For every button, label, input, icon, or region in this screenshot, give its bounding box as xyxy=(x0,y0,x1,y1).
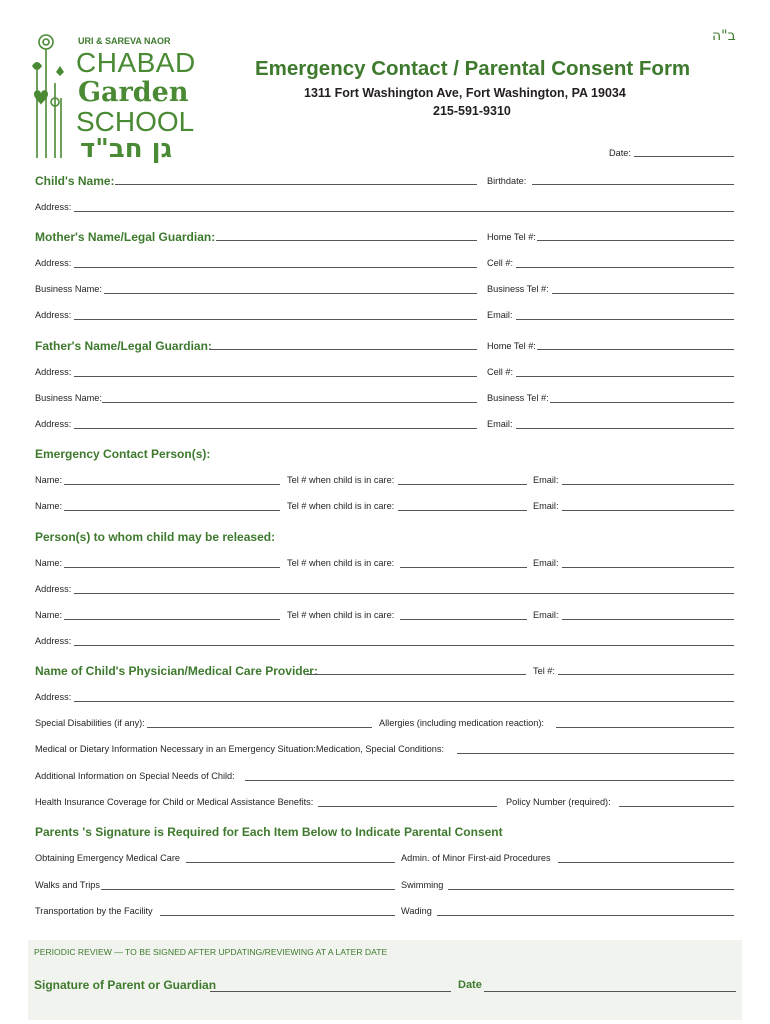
emergency-section-title: Emergency Contact Person(s): xyxy=(35,447,211,461)
emergency-name-field-1[interactable] xyxy=(64,484,280,485)
emergency-name-label-1: Name: xyxy=(35,475,63,485)
father-home-tel-label: Home Tel #: xyxy=(487,341,536,351)
date-label: Date: xyxy=(609,148,631,158)
release-section-title: Person(s) to whom child may be released: xyxy=(35,530,276,544)
release-name-label-1: Name: xyxy=(35,558,63,568)
logo-chabad: CHABAD xyxy=(76,47,196,78)
emergency-name-field-2[interactable] xyxy=(64,510,280,511)
mother-business-name-field[interactable] xyxy=(104,293,477,294)
mother-cell-field[interactable] xyxy=(516,267,734,268)
release-tel-label-2: Tel # when child is in care: xyxy=(287,610,395,620)
physician-tel-label: Tel #: xyxy=(533,666,555,676)
mother-email-field[interactable] xyxy=(516,319,734,320)
logo-garden: Garden xyxy=(78,77,189,108)
periodic-review-note: PERIODIC REVIEW — TO BE SIGNED AFTER UPDATING/REVIEWING AT A LATER DATE xyxy=(34,947,388,957)
wading-signature[interactable] xyxy=(437,915,734,916)
medical-info-label: Medical or Dietary Information Necessary in an Emergency Situation:Medication, Special Conditions: xyxy=(35,744,445,754)
release-address-field-2[interactable] xyxy=(74,645,734,646)
mother-business-name-label: Business Name: xyxy=(35,284,102,294)
medical-care-label: Obtaining Emergency Medical Care xyxy=(35,853,181,863)
school-address: 1311 Fort Washington Ave, Fort Washington, PA 19034 xyxy=(304,86,626,100)
walks-trips-signature[interactable] xyxy=(101,889,395,890)
father-business-name-label: Business Name: xyxy=(35,393,102,403)
emergency-email-field-1[interactable] xyxy=(562,484,734,485)
father-business-tel-field[interactable] xyxy=(550,402,734,403)
disabilities-label: Special Disabilities (if any): xyxy=(35,718,145,728)
release-tel-label-1: Tel # when child is in care: xyxy=(287,558,395,568)
school-phone: 215-591-9310 xyxy=(433,104,511,118)
mother-name-field[interactable] xyxy=(216,240,477,241)
review-date-field[interactable] xyxy=(484,991,736,992)
mother-address-label: Address: xyxy=(35,258,72,268)
mother-home-tel-label: Home Tel #: xyxy=(487,232,536,242)
swimming-label: Swimming xyxy=(401,880,444,890)
release-address-label-2: Address: xyxy=(35,636,72,646)
birthdate-label: Birthdate: xyxy=(487,176,527,186)
parent-signature-field[interactable] xyxy=(210,991,451,992)
father-home-tel-field[interactable] xyxy=(537,349,734,350)
father-section-title: Father's Name/Legal Guardian: xyxy=(35,339,212,353)
first-aid-label: Admin. of Minor First-aid Procedures xyxy=(401,853,551,863)
father-business-tel-label: Business Tel #: xyxy=(487,393,549,403)
parent-signature-label: Signature of Parent or Guardian xyxy=(34,978,217,992)
father-business-address-label: Address: xyxy=(35,419,72,429)
consent-section-title: Parents 's Signature is Required for Each Item Below to Indicate Parental Consent xyxy=(35,825,503,839)
additional-info-field[interactable] xyxy=(245,780,734,781)
mother-business-address-label: Address: xyxy=(35,310,72,320)
emergency-email-field-2[interactable] xyxy=(562,510,734,511)
child-address-label: Address: xyxy=(35,202,72,212)
allergies-label: Allergies (including medication reaction): xyxy=(379,718,544,728)
physician-section-title: Name of Child's Physician/Medical Care Provider: xyxy=(35,664,318,678)
form-title: Emergency Contact / Parental Consent Form xyxy=(255,57,691,80)
mother-business-tel-label: Business Tel #: xyxy=(487,284,549,294)
father-name-field[interactable] xyxy=(210,349,477,350)
date-field[interactable] xyxy=(634,156,734,157)
insurance-field[interactable] xyxy=(318,806,497,807)
release-email-label-2: Email: xyxy=(533,610,559,620)
father-business-name-field[interactable] xyxy=(102,402,477,403)
child-address-field[interactable] xyxy=(74,211,734,212)
emergency-tel-label-1: Tel # when child is in care: xyxy=(287,475,395,485)
walks-trips-label: Walks and Trips xyxy=(35,880,101,890)
release-name-label-2: Name: xyxy=(35,610,63,620)
periodic-review-panel xyxy=(28,940,742,1020)
policy-label: Policy Number (required): xyxy=(506,797,611,807)
release-email-label-1: Email: xyxy=(533,558,559,568)
swimming-signature[interactable] xyxy=(448,889,734,890)
father-address-label: Address: xyxy=(35,367,72,377)
mother-address-field[interactable] xyxy=(74,267,477,268)
physician-address-field[interactable] xyxy=(74,701,734,702)
medical-care-signature[interactable] xyxy=(186,862,395,863)
father-cell-field[interactable] xyxy=(516,376,734,377)
father-address-field[interactable] xyxy=(74,376,477,377)
review-date-label: Date xyxy=(458,979,482,991)
insurance-label: Health Insurance Coverage for Child or Medical Assistance Benefits: xyxy=(35,797,314,807)
emergency-email-label-1: Email: xyxy=(533,475,559,485)
release-name-field-2[interactable] xyxy=(64,619,280,620)
physician-tel-field[interactable] xyxy=(558,674,734,675)
wading-label: Wading xyxy=(401,906,432,916)
medical-info-field[interactable] xyxy=(457,753,734,754)
child-name-field[interactable] xyxy=(115,184,477,185)
release-email-field-2[interactable] xyxy=(562,619,734,620)
logo-tagline: URI & SAREVA NAOR xyxy=(78,36,171,46)
mother-business-tel-field[interactable] xyxy=(552,293,734,294)
father-cell-label: Cell #: xyxy=(487,367,514,377)
first-aid-signature[interactable] xyxy=(558,862,734,863)
additional-info-label: Additional Information on Special Needs of Child: xyxy=(35,771,235,781)
policy-field[interactable] xyxy=(619,806,734,807)
mother-home-tel-field[interactable] xyxy=(537,240,734,241)
release-name-field-1[interactable] xyxy=(64,567,280,568)
child-name-label: Child's Name: xyxy=(35,174,115,188)
father-email-label: Email: xyxy=(487,419,513,429)
transport-label: Transportation by the Facility xyxy=(35,906,153,916)
father-email-field[interactable] xyxy=(516,428,734,429)
logo-hebrew: גן חב"ד xyxy=(80,134,173,164)
allergies-field[interactable] xyxy=(556,727,734,728)
mother-cell-label: Cell #: xyxy=(487,258,514,268)
physician-address-label: Address: xyxy=(35,692,72,702)
release-tel-field-2[interactable] xyxy=(400,619,527,620)
release-email-field-1[interactable] xyxy=(562,567,734,568)
release-address-field-1[interactable] xyxy=(74,593,734,594)
mother-section-title: Mother's Name/Legal Guardian: xyxy=(35,230,216,244)
logo-school: SCHOOL xyxy=(76,106,195,137)
emergency-tel-field-1[interactable] xyxy=(398,484,527,485)
blessing-mark: ב"ה xyxy=(712,28,736,44)
emergency-tel-field-2[interactable] xyxy=(398,510,527,511)
mother-business-address-field[interactable] xyxy=(74,319,477,320)
emergency-tel-label-2: Tel # when child is in care: xyxy=(287,501,395,511)
emergency-email-label-2: Email: xyxy=(533,501,559,511)
father-business-address-field[interactable] xyxy=(74,428,477,429)
transport-signature[interactable] xyxy=(160,915,395,916)
birthdate-field[interactable] xyxy=(532,184,734,185)
mother-email-label: Email: xyxy=(487,310,513,320)
emergency-name-label-2: Name: xyxy=(35,501,63,511)
release-tel-field-1[interactable] xyxy=(400,567,527,568)
release-address-label-1: Address: xyxy=(35,584,72,594)
physician-name-field[interactable] xyxy=(307,674,526,675)
school-logo xyxy=(28,28,196,164)
disabilities-field[interactable] xyxy=(147,727,372,728)
